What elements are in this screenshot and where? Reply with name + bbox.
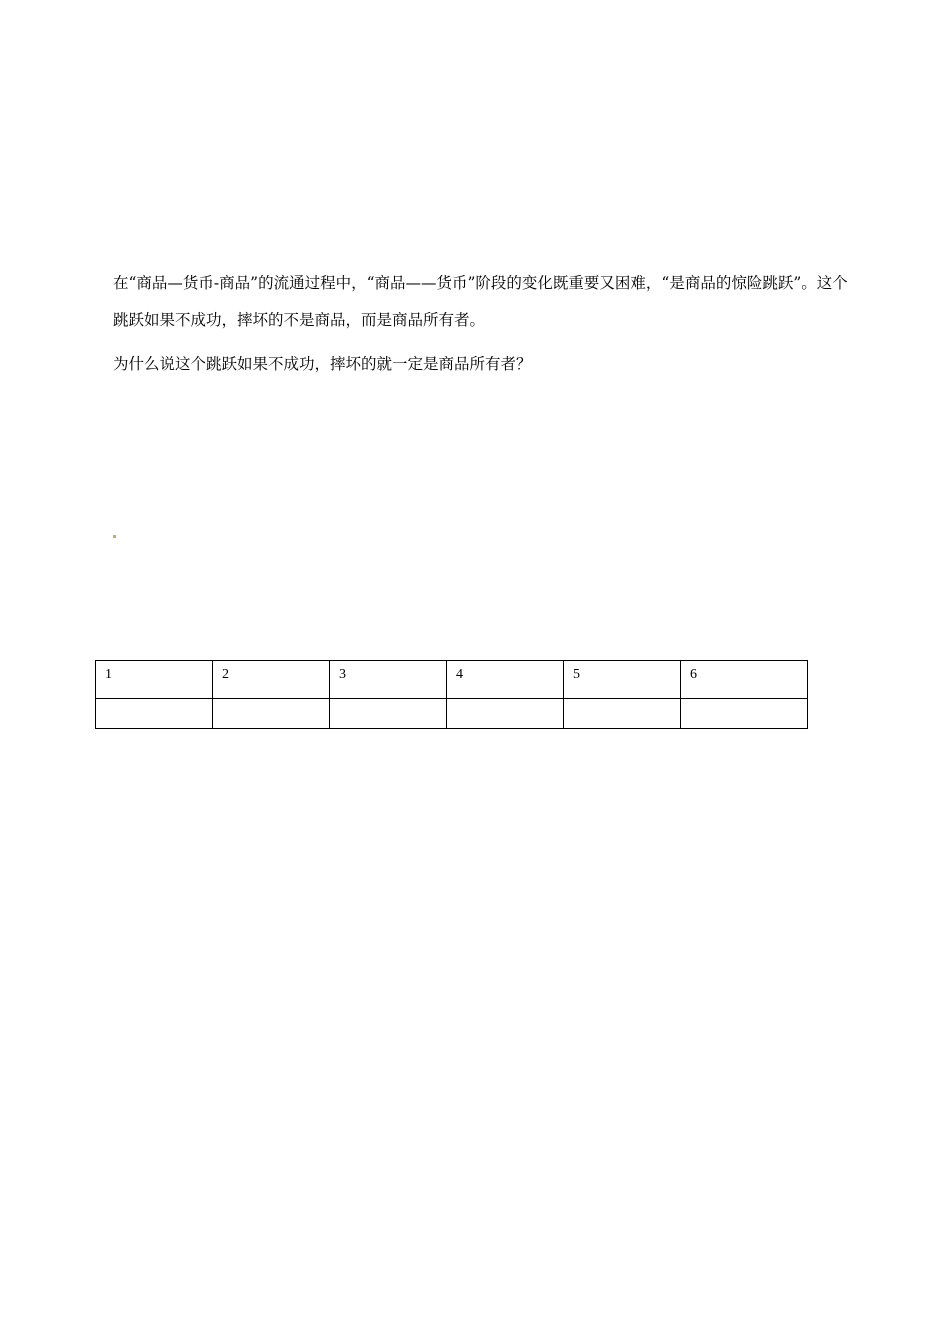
passage-paragraph: 在“商品—货币-商品”的流通过程中，“商品——货币”阶段的变化既重要又困难，“是商品的惊险跳跃”。这个跳跃如果不成功，摔坏的不是商品，而是商品所有者。 — [113, 274, 848, 329]
answer-cell[interactable] — [213, 699, 330, 729]
answer-table — [95, 660, 808, 729]
answer-table-header-cell: 1 — [96, 661, 213, 699]
stray-dot-mark — [113, 535, 116, 538]
answer-cell[interactable] — [564, 699, 681, 729]
answer-table-header-cell: 5 — [564, 661, 681, 699]
answer-cell[interactable] — [681, 699, 808, 729]
answer-table-header-row — [96, 661, 808, 699]
answer-table-header-cell: 6 — [681, 661, 808, 699]
answer-table-header-cell: 2 — [213, 661, 330, 699]
answer-cell[interactable] — [96, 699, 213, 729]
answer-table-answer-row — [96, 699, 808, 729]
question-text: 为什么说这个跳跃如果不成功，摔坏的就一定是商品所有者？ — [113, 355, 532, 373]
answer-table-header-cell: 3 — [330, 661, 447, 699]
answer-cell[interactable] — [447, 699, 564, 729]
answer-table-header-cell: 4 — [447, 661, 564, 699]
answer-cell[interactable] — [330, 699, 447, 729]
